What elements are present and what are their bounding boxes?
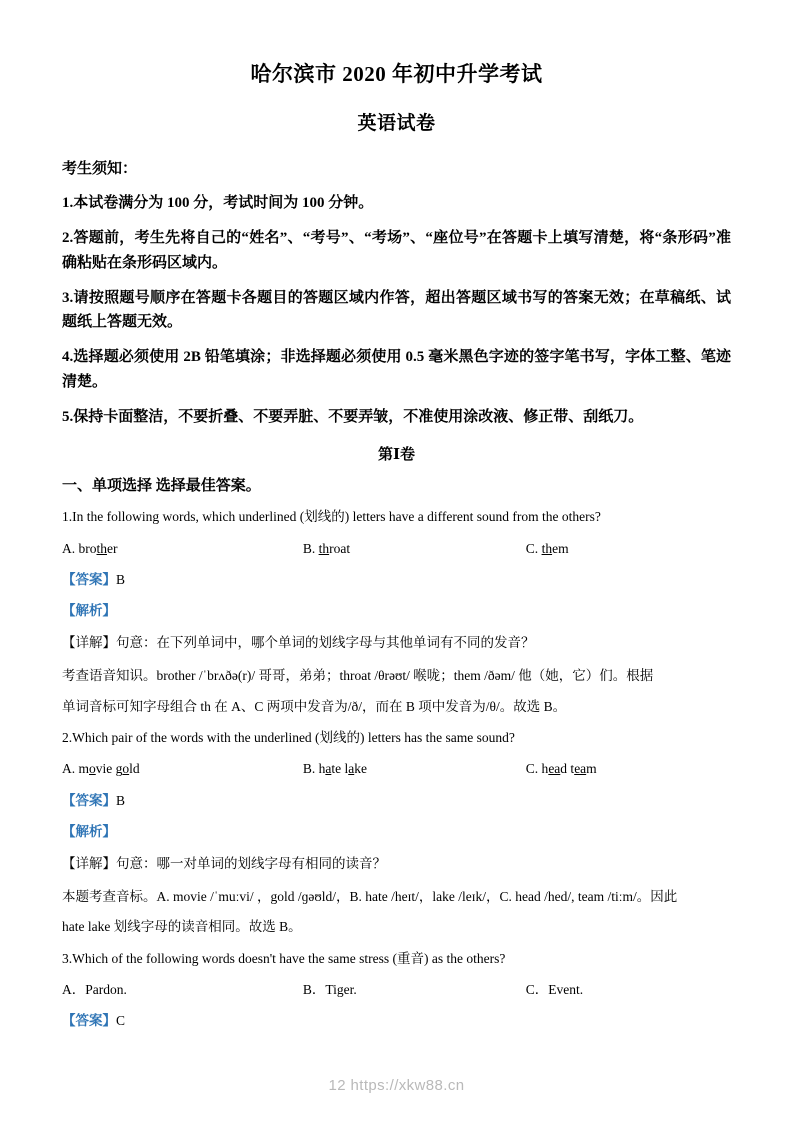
explain-para-2a: 本题考查音标。A. movie /ˈmuːvi/ ，gold /ɡəʊld/，B. hate /heɪt/，lake /leɪk/，C. head /hed/, team /tiːm/。因此	[62, 888, 678, 904]
option-1a-prefix: A. bro	[62, 540, 97, 556]
analysis-tag-2: 【解析】	[62, 823, 116, 839]
part-title: 一、单项选择 选择最佳答案。	[62, 478, 261, 495]
option-2a-underlined-2: o	[122, 761, 130, 777]
option-3a[interactable]: A．Pardon.	[62, 982, 127, 998]
analysis-line-1	[62, 601, 731, 621]
option-1b-prefix: B.	[302, 540, 319, 556]
option-2c-mid: d t	[560, 761, 575, 777]
option-1c-suffix: em	[552, 540, 569, 556]
option-2c[interactable]	[526, 759, 749, 779]
detail-line-2	[62, 853, 731, 875]
explain-para-2b: hate lake 划线字母的读音相同。故选 B。	[62, 919, 302, 935]
detail-text-2: 句意：哪一对单词的划线字母有相同的读音？	[116, 856, 386, 872]
question-stem-1: 1.In the following words, which underlined (划线的) letters have a different sound from the others?	[62, 509, 601, 525]
detail-line-1	[62, 632, 731, 654]
option-2a-mid: vie g	[95, 761, 123, 777]
notice-item-5: 5.保持卡面整洁，不要折叠、不要弄脏、不要弄皱，不准使用涂改液、修正带、刮纸刀。	[62, 409, 644, 426]
option-2a-underlined: o	[89, 761, 96, 777]
answer-line-3	[62, 1011, 731, 1031]
option-2b-underlined: a	[325, 761, 332, 777]
option-2a[interactable]	[62, 759, 303, 779]
analysis-line-2	[62, 822, 731, 842]
answer-line-1	[62, 570, 731, 590]
option-2a-suffix: ld	[129, 761, 140, 777]
option-1a-suffix: er	[107, 540, 118, 556]
detail-tag-1: 【详解】	[62, 635, 116, 651]
page-subtitle: 英语试卷	[357, 113, 436, 134]
option-2b-mid: te l	[331, 761, 349, 777]
analysis-tag-1: 【解析】	[62, 603, 116, 619]
option-1c-underlined: th	[541, 540, 553, 556]
question-options-1	[62, 539, 731, 559]
question-options-3	[62, 980, 731, 1000]
option-2b-prefix: B. h	[302, 761, 326, 777]
option-1b-suffix: roat	[329, 540, 351, 556]
option-2c-prefix: C. h	[525, 761, 549, 777]
option-2c-suffix: m	[586, 761, 597, 777]
answer-value-1: B	[116, 571, 126, 587]
option-1a-underlined: th	[96, 540, 108, 556]
option-2a-prefix: A. m	[62, 761, 89, 777]
detail-tag-2: 【详解】	[62, 856, 116, 872]
option-1c-prefix: C.	[525, 540, 542, 556]
question-options-2	[62, 759, 731, 779]
answer-value-2: B	[116, 792, 126, 808]
watermark: 12 https://xkw88.cn	[328, 1077, 465, 1094]
question-stem-2: 2.Which pair of the words with the underlined (划线的) letters has the same sound?	[62, 730, 515, 746]
option-2b-suffix: ke	[354, 761, 367, 777]
detail-text-1: 句意：在下列单词中，哪个单词的划线字母与其他单词有不同的发音？	[116, 635, 535, 651]
option-1c[interactable]	[526, 539, 749, 559]
option-3b[interactable]: B．Tiger.	[302, 982, 357, 998]
option-2c-underlined: ea	[548, 761, 561, 777]
option-2b-underlined-2: a	[348, 761, 355, 777]
answer-tag-3: 【答案】	[62, 1013, 116, 1029]
notice-item-1: 1.本试卷满分为 100 分，考试时间为 100 分钟。	[62, 195, 374, 211]
option-2b[interactable]	[303, 759, 526, 779]
option-1b[interactable]	[303, 539, 526, 559]
notice-item-3: 3.请按照题号顺序在答题卡各题目的答题区域内作答，超出答题区域书写的答案无效；在草稿纸、试题纸上答题无效。	[62, 289, 731, 331]
page-title: 哈尔滨市 2020 年初中升学考试	[250, 62, 543, 86]
answer-line-2	[62, 791, 731, 811]
explain-para-1a: 考查语音知识。brother /ˈbrʌðə(r)/ 哥哥，弟弟；throat /θrəʊt/ 喉咙；them /ðəm/ 他（她，它）们。根据	[62, 667, 654, 683]
notice-item-4: 4.选择题必须使用 2B 铅笔填涂；非选择题必须使用 0.5 毫米黑色字迹的签字笔书写，字体工整、笔迹清楚。	[62, 349, 731, 390]
option-3c[interactable]: C．Event.	[525, 982, 584, 998]
option-1a[interactable]	[62, 539, 303, 559]
option-1b-underlined: th	[318, 540, 330, 556]
notice-item-2: 2.答题前，考生先将自己的“姓名”、“考号”、“考场”、“座位号”在答题卡上填写清楚，将“条形码”准确粘贴在条形码区域内。	[62, 230, 731, 271]
answer-tag-2: 【答案】	[62, 792, 116, 808]
answer-value-3: C	[116, 1013, 126, 1029]
notice-heading: 考生须知：	[62, 161, 138, 177]
answer-tag-1: 【答案】	[62, 571, 116, 587]
explain-para-1b: 单词音标可知字母组合 th 在 A、C 两项中发音为/ð/，而在 B 项中发音为/θ/。故选 B。	[62, 698, 567, 714]
option-2c-underlined-2: ea	[574, 761, 587, 777]
question-stem-3: 3.Which of the following words doesn't have the same stress (重音) as the others?	[62, 950, 506, 966]
section-label: 第Ⅰ卷	[377, 447, 416, 464]
